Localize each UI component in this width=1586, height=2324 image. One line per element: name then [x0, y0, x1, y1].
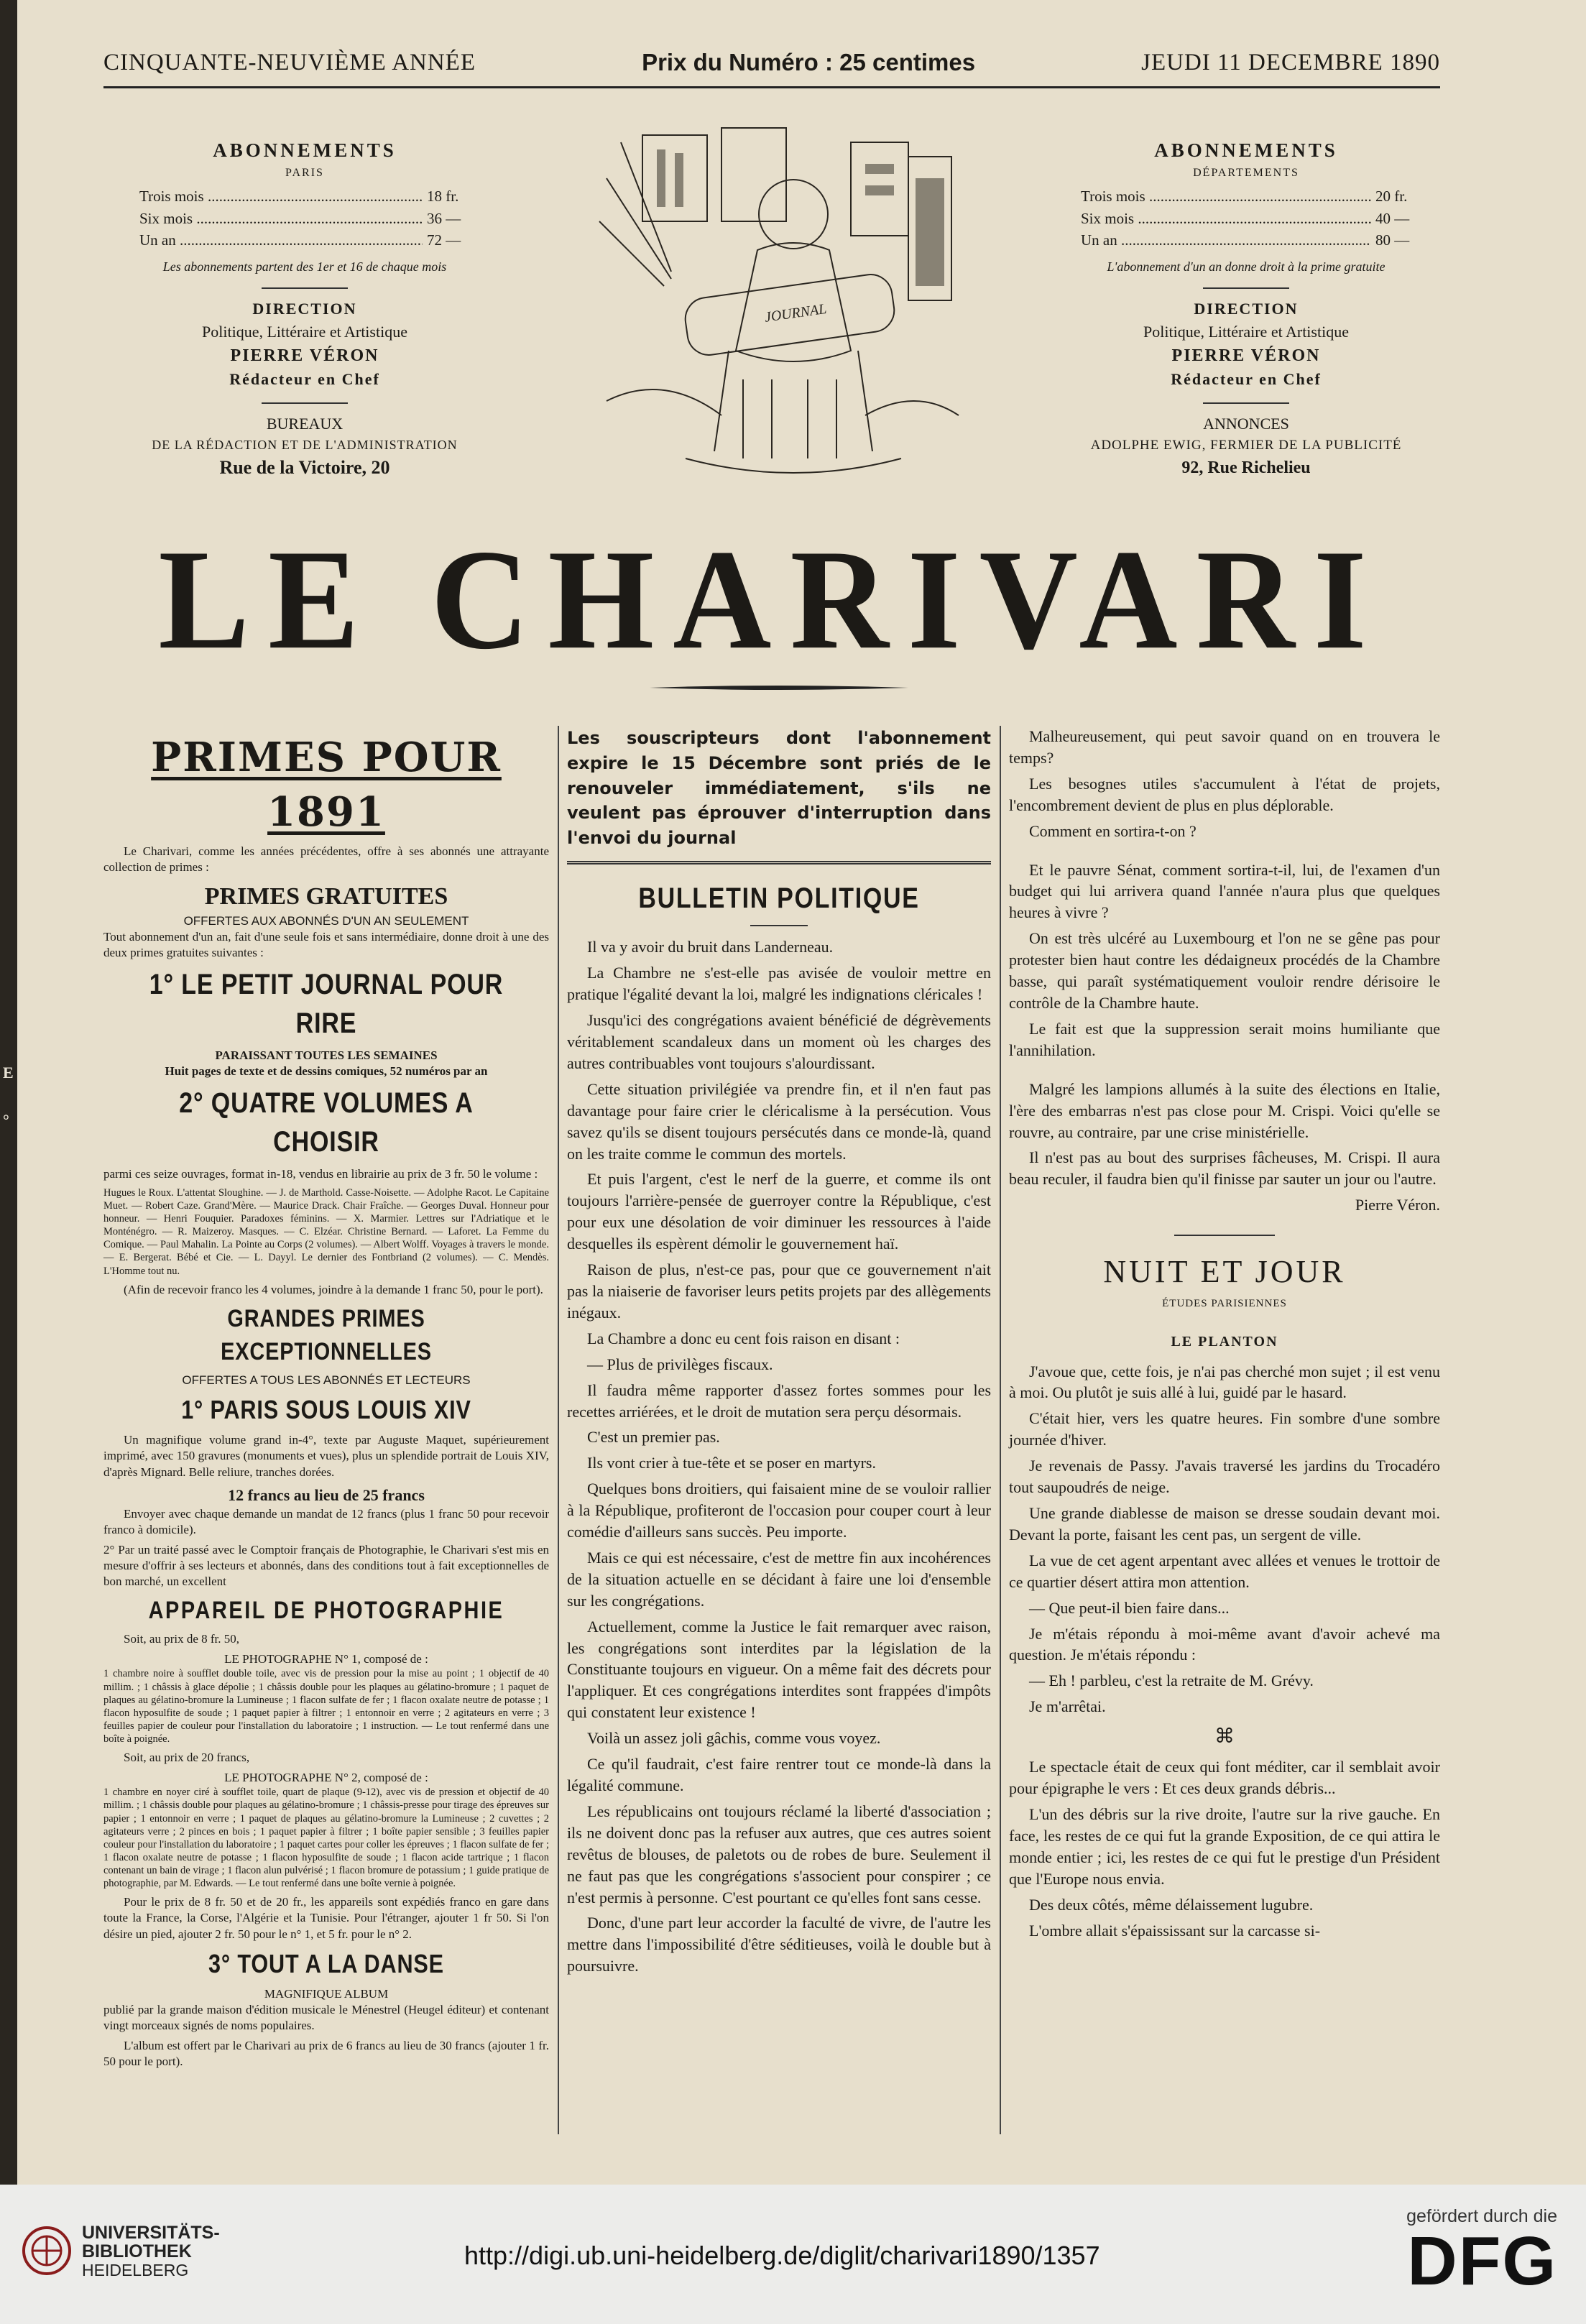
bulletin-paragraph: Raison de plus, n'est-ce pas, pour que ce gouvernement n'ait pas la niaiserie de favoriser leurs petits projets par des allègements inégaux. [567, 1260, 991, 1322]
price-list [1059, 181, 1433, 251]
bulletin-paragraph: Comment en sortira-t-on ? [1029, 821, 1197, 840]
grande-1-title: 1° PARIS SOUS LOUIS XIV [181, 1395, 471, 1425]
grande-2-price-1: Soit, au prix de 8 fr. 50, [124, 1632, 240, 1646]
bulletin-paragraph: On est très ulcéré au Luxembourg et l'on ne se gêne pas pour protester bien haut contre les dédaigneux procédés de la Chambre basse, qui paraît systématiquement vouloir rendre dérisoire le contrôle de la Chambre haute. [1009, 929, 1440, 1012]
prime-2-list: Hugues le Roux. L'attentat Sloughine. — J. de Marthold. Casse-Noisette. — Adolphe Racot. Le Capitaine Muet. — Robert Caze. Grand'Mère. — Maurice Drack. Chair Fraîche. — Georges Duval. Honneur pour honneur. — Henri Fouquier. Paradoxes féminins. — X. Marmier. Lettres sur l'Adriatique et le Monténégro. — R. Maizeroy. Masques. — C. Elzéar. Christine Bernard. — Laforet. La Femme du Comique. — Paul Mahalin. La Pointe au Corps (2 volumes). — Albert Wolff. Voyages à travers le monde. — E. Bergerat. Bébé et Cie. — L. Dayyl. Le dernier des Fontbriand (2 volumes). — C. Mendès. L'Homme tout nu. [103, 1186, 549, 1277]
bulletin-paragraph: Voilà un assez joli gâchis, comme vous voyez. [587, 1729, 881, 1748]
bulletin-paragraph: Il va y avoir du bruit dans Landerneau. [587, 938, 834, 956]
price-row: Un an ..... 80 — [1081, 229, 1426, 251]
price-row: Un an ..... 72 — [139, 229, 477, 251]
header-line [103, 45, 1440, 80]
grandes-sub: OFFERTES A TOUS LES ABONNÉS ET LECTEURS [182, 1373, 471, 1388]
subscription-box-departements [1059, 137, 1433, 480]
prime-2-title: 2° QUATRE VOLUMES A CHOISIR [179, 1087, 474, 1158]
divider [262, 402, 348, 404]
double-rule [567, 861, 991, 864]
bureaux-label: BUREAUX [266, 415, 344, 433]
heading-dash [750, 925, 808, 926]
grandes-title: GRANDES PRIMES EXCEPTIONNELLES [221, 1304, 432, 1366]
subscription-note: L'abonnement d'un an donne droit à la prime gratuite [1107, 259, 1386, 274]
column-primes [103, 726, 549, 2074]
issue-date: JEUDI 11 DECEMBRE 1890 [1141, 49, 1440, 75]
bulletin-paragraph: Ce qu'il faudrait, c'est faire rentrer tout ce monde-là dans la légalité commune. [567, 1755, 991, 1794]
bulletin-paragraph: Mais ce qui est nécessaire, c'est de mettre fin aux incohérences de la situation actuelle en se décidant à faire une loi d'ensemble sur les congrégations. [567, 1548, 991, 1610]
grande-3-title: 3° TOUT A LA DANSE [208, 1948, 444, 1978]
grande-2-list-2: 1 chambre en noyer ciré à soufflet toile, quart de plaque (9-12), avec vis de pression et objectif de 40 millim. ; 1 châssis double pour plaques au gélatino-bromure ; 1 châssis-presse pour tirage des épreuves sur papier ; 1 entonnoir en verre ; 1 paquet de plaques au gélatino-bromure la Lumineuse ; 2 cuvettes ; 2 agitateurs verre ; 2 pinces en bois ; 1 paquet papier à filtrer ; 1 boîte papier sensible ; 3 feuilles papier couleur pour l'installation du laboratoire ; 1 paquet cartes pour coller les épreuves ; 1 flacon sulfate de fer ; 1 flacon oxalate neutre de potasse ; 1 flacon hyposulfite de soude ; 1 flacon acide tartrique ; 1 flacon contenant un bain de virage ; 1 flacon alun pulvérisé ; 1 flacon bromure de potassium ; 1 guide pratique de photographie, par M. Edwards. — Le tout renfermé dans une boîte vernie à poignée. [103, 1786, 549, 1890]
prime-2-text: parmi ces seize ouvrages, format in-18, vendus en librairie au prix de 3 fr. 50 le volume : [103, 1166, 538, 1181]
box-subtitle: PARIS [285, 167, 324, 180]
dfg-logo-text: DFG [1407, 2223, 1557, 2300]
bulletin-paragraph: — Plus de privilèges fiscaux. [587, 1355, 773, 1373]
gratuites-sub: OFFERTES AUX ABONNÉS D'UN AN SEULEMENT [183, 913, 469, 928]
grande-3-text: publié par la grande maison d'édition musicale le Ménestrel (Heugel éditeur) et contenant vingt morceaux signés de noms populaires. [103, 2002, 549, 2032]
bulletin-paragraph: Les républicains ont toujours réclamé la liberté d'association ; ils ne doivent donc pas la refuser aux autres, que ces autres soient revêtus de blouses, de paletots ou de robes de bure. Seulement il ne faut pas que les congrégations s'associent pour conspirer ; ce n'est permis à personne. C'est pourtant ce qu'elles font sans cesse. [567, 1802, 991, 1906]
column-continued [1009, 726, 1440, 1945]
editor-name: PIERRE VÉRON [1171, 346, 1321, 365]
page-content [103, 36, 1440, 2120]
bulletin-paragraph: Et puis l'argent, c'est le nerf de la guerre, et comme ils ont toujours l'arrière-pensée de guerroyer contre la République, c'est pour eux une désolation de voir diminuer les ressources à l'aide desquelles ils espèrent démolir le gouvernement haï. [567, 1170, 991, 1253]
dfg-funding-logo[interactable] [1406, 2206, 1557, 2300]
story-paragraph: La vue de cet agent arpentant avec allées et venues le trottoir de ce quartier désert attira mon attention. [1009, 1551, 1440, 1591]
column-rule [558, 726, 559, 2134]
editor-name: PIERRE VÉRON [230, 346, 379, 365]
story-paragraph: Le spectacle était de ceux qui font méditer, car il semblait avoir pour épigraphe le vers : Et ces deux grands débris... [1009, 1758, 1440, 1798]
title-ornament [650, 685, 908, 691]
column-rule [1000, 726, 1001, 2134]
prime-2-note: (Afin de recevoir franco les 4 volumes, joindre à la demande 1 franc 50, pour le port). [124, 1282, 543, 1296]
banner-text: JOURNAL [763, 300, 828, 326]
grande-3-price: L'album est offert par le Charivari au prix de 6 francs au lieu de 30 francs (ajouter 1 fr. 50 pour le port). [103, 2038, 549, 2068]
planton-heading: LE PLANTON [1171, 1334, 1278, 1350]
bulletin-paragraph: Malheureusement, qui peut savoir quand on en trouvera le temps? [1009, 727, 1440, 767]
prime-1-desc: Huit pages de texte et de dessins comiques, 52 numéros par an [165, 1064, 488, 1078]
story-paragraph: J'avoue que, cette fois, je n'ai pas cherché mon sujet ; il est venu à moi. Ou plutôt je suis allé à lui, guidé par le hasard. [1009, 1362, 1440, 1402]
gratuites-text: Tout abonnement d'un an, fait d'une seule fois et sans intermédiaire, donne droit à une des deux primes gratuites suivantes : [103, 929, 549, 959]
prime-1-sub: PARAISSANT TOUTES LES SEMAINES [215, 1048, 438, 1062]
annonces-desc: ADOLPHE EWIG, FERMIER DE LA PUBLICITÉ [1090, 438, 1402, 453]
story-paragraph: Je m'étais répondu à moi-même avant d'avoir achevé ma question. Je m'étais répondu : [1009, 1624, 1440, 1664]
library-seal-icon [22, 2226, 72, 2276]
direction-label: DIRECTION [252, 299, 357, 318]
grande-2-title: APPAREIL DE PHOTOGRAPHIE [148, 1597, 504, 1624]
grande-2-model-2: LE PHOTOGRAPHE N° 2, composé de : [224, 1771, 428, 1785]
gratuites-title: PRIMES GRATUITES [204, 882, 448, 910]
digitization-footer [0, 2185, 1586, 2324]
price-row: Trois mois ..... 20 fr. [1081, 185, 1426, 207]
divider [262, 287, 348, 289]
bulletin-paragraph: Les besognes utiles s'accumulent à l'état de projets, l'encombrement devient de plus en plus déplorable. [1009, 774, 1440, 814]
section-divider [1174, 1235, 1275, 1236]
story-paragraph: Des deux côtés, même délaissement lugubre. [1029, 1895, 1314, 1914]
bulletin-heading: BULLETIN POLITIQUE [638, 882, 920, 914]
bulletin-paragraph: Jusqu'ici des congrégations avaient bénéficié de dégrèvements véritablement scandaleux dans un moment où les charges des autres contribuables vont toujours s'alourdissant. [567, 1011, 991, 1072]
bulletin-paragraph: Actuellement, comme la Justice le fait remarquer avec raison, les congrégations sont interdites par la législation de la Constituante toujours en vigueur. On a même fait des décrets pour l'appliquer. Et ces congrégations interdites sont frappées d'impôts qui constatent leur existence ! [567, 1617, 991, 1722]
story-paragraph: — Que peut-il bien faire dans... [1029, 1598, 1230, 1617]
bulletin-paragraph: Il faudra même rapporter d'assez fortes sommes pour les recettes arriérées, et le droit de mutation sera perçu désormais. [567, 1380, 991, 1421]
prime-1-title: 1° LE PETIT JOURNAL POUR RIRE [149, 969, 504, 1040]
university-name: UNIVERSITÄTS- BIBLIOTHEK HEIDELBERG [82, 2223, 220, 2279]
edition-year: CINQUANTE-NEUVIÈME ANNÉE [103, 49, 476, 75]
edge-fragments: E ° [3, 1064, 14, 1129]
box-title: ABONNEMENTS [213, 139, 397, 161]
primes-title: PRIMES POUR 1891 [151, 734, 502, 836]
direction-label: DIRECTION [1194, 299, 1299, 318]
direction-desc: Politique, Littéraire et Artistique [1143, 322, 1349, 341]
bulletin-paragraph: Malgré les lampions allumés à la suite des élections en Italie, l'ère des embarras n'est pas close pour M. Crispi. Voici qu'elle se rouvre, au contraire, par une crise ministérielle. [1009, 1079, 1440, 1141]
grande-1-text: Un magnifique volume grand in-4°, texte par Auguste Maquet, supérieurement imprimé, avec 150 gravures (monuments et vues), plus un splendide portrait de Louis XIV, d'après Mignard. Belle reliure, tranches dorées. [103, 1433, 549, 1479]
bulletin-paragraph: Le fait est que la suppression serait moins humiliante que l'annihilation. [1009, 1019, 1440, 1059]
bulletin-paragraph: Il n'est pas au bout des surprises fâcheuses, M. Crispi. Il aura beau reculer, il faudra bien qu'il finisse par sauter un jour ou l'autre. [1009, 1148, 1440, 1189]
university-library-logo[interactable] [22, 2223, 220, 2279]
header-rule [103, 86, 1440, 88]
ornament-glyph: ⌘ [1214, 1725, 1235, 1748]
newspaper-title: LE CHARIVARI [158, 520, 1386, 680]
box-title: ABONNEMENTS [1154, 139, 1338, 161]
story-paragraph: Une grande diablesse de maison se dresse soudain devant moi. Devant la porte, faisant les cent pas, un sergent de ville. [1009, 1503, 1440, 1544]
bulletin-paragraph: Et le pauvre Sénat, comment sortira-t-il, lui, de l'examen d'un budget qui lui arrivera quand l'année n'aura plus que quelques heures à vivre ? [1009, 860, 1440, 922]
grande-3-sub: MAGNIFIQUE ALBUM [264, 1986, 389, 2001]
nuit-et-jour-sub: ÉTUDES PARISIENNES [1162, 1297, 1287, 1309]
divider [1203, 287, 1289, 289]
bulletin-paragraph: La Chambre a donc eu cent fois raison en disant : [587, 1329, 900, 1347]
divider [1203, 402, 1289, 404]
renewal-notice: Les souscripteurs dont l'abonnement expire le 15 Décembre sont priés de le renouveler immédiatement, s'ils ne veulent pas éprouver d'interruption dans l'envoi du journal [567, 728, 991, 849]
bulletin-paragraph: C'est un premier pas. [587, 1428, 720, 1447]
grande-2-list-1: 1 chambre noire à soufflet double toile, avec vis de pression pour la mise au point ; 1 objectif de 40 millim. ; 1 châssis à glace dépolie ; 1 châssis double pour les plaques au gélatino-bromure ; 1 paquet de plaques au gélatino-bromure la Lumineuse ; 1 flacon sulfate de fer ; 1 flacon oxalate neutre de potasse ; 1 flacon hyposulfite de soude ; 1 paquet papier à filtrer ; 1 entonnoir en verre ; 2 agitateurs en verre ; 3 feuilles papier de couleur pour l'installation du laboratoire ; 1 instruction. — Le tout renfermé dans une boîte à poignée. [103, 1668, 549, 1746]
grande-2-text: 2° Par un traité passé avec le Comptoir français de Photographie, le Charivari s'est mis en mesure d'offrir à ses lecteurs et abonnés, dans des conditions tout à fait exceptionnelles de bon marché, un excellent [103, 1542, 549, 1588]
story-paragraph: L'ombre allait s'épaississant sur la carcasse si- [1029, 1921, 1321, 1940]
grande-1-send: Envoyer avec chaque demande un mandat de 12 francs (plus 1 franc 50 pour recevoir franco à domicile). [103, 1506, 549, 1536]
price-row: Six mois ..... 40 — [1081, 208, 1426, 229]
author-signature: Pierre Véron. [1355, 1196, 1440, 1214]
binding-edge [0, 0, 17, 2185]
direction-desc: Politique, Littéraire et Artistique [202, 322, 407, 341]
bureaux-address: Rue de la Victoire, 20 [219, 457, 390, 479]
story-paragraph: Je m'arrêtai. [1029, 1697, 1106, 1716]
funded-by-label: gefördert durch die [1406, 2206, 1557, 2226]
grande-2-model-1: LE PHOTOGRAPHE N° 1, composé de : [224, 1652, 428, 1666]
issue-price: Prix du Numéro : 25 centimes [642, 49, 976, 75]
bulletin-paragraph: La Chambre ne s'est-elle pas avisée de vouloir mettre en pratique l'égalité devant la loi, malgré les indignations cléricales ! [567, 964, 991, 1004]
price-row: Trois mois ..... 18 fr. [139, 185, 477, 207]
masthead-illustration [578, 114, 980, 516]
editor-role: Rédacteur en Chef [229, 370, 380, 389]
story-paragraph: Je revenais de Passy. J'avais traversé les jardins du Trocadéro tout saupoudrés de neige. [1009, 1457, 1440, 1497]
permalink-url[interactable]: http://digi.ub.uni-heidelberg.de/diglit/charivari1890/1357 [464, 2241, 1100, 2270]
bulletin-paragraph: Quelques bons droitiers, qui faisaient mine de se vouloir rallier à la République, profiteront de l'occasion pour couper court à leur comédie d'ailleurs sans succès. Peu importe. [567, 1480, 991, 1541]
subscription-note: Les abonnements partent des 1er et 16 de chaque mois [162, 259, 447, 274]
subscription-box-paris [118, 137, 492, 481]
column-bulletin [567, 726, 991, 1981]
story-paragraph: — Eh ! parbleu, c'est la retraite de M. Grévy. [1029, 1671, 1314, 1690]
bulletin-paragraph: Donc, d'une part leur accorder la faculté de vivre, de l'autre les mettre dans l'impossibilité d'être séditieuses, voilà le double but à poursuivre. [567, 1914, 991, 1975]
editor-role: Rédacteur en Chef [1171, 370, 1322, 389]
annonces-address: 92, Rue Richelieu [1181, 458, 1311, 477]
bulletin-paragraph: Ils vont crier à tue-tête et se poser en martyrs. [587, 1454, 876, 1472]
story-paragraph: C'était hier, vers les quatre heures. Fin sombre d'une sombre journée d'hiver. [1009, 1409, 1440, 1449]
price-list [118, 181, 492, 251]
box-subtitle: DÉPARTEMENTS [1193, 167, 1299, 180]
newspaper-page [17, 0, 1586, 2185]
annonces-label: ANNONCES [1203, 415, 1289, 433]
bulletin-paragraph: Cette situation privilégiée va prendre fin, et il n'en faut pas davantage pour faire crier le cléricalisme à la persécution. Vous savez qu'ils se disent toujours persécutés dans ce monde-là, quand on les traite comme le commun des mortels. [567, 1079, 991, 1163]
bureaux-desc: DE LA RÉDACTION ET DE L'ADMINISTRATION [152, 438, 458, 453]
grande-1-price: 12 francs au lieu de 25 francs [228, 1485, 425, 1504]
primes-intro: Le Charivari, comme les années précédentes, offre à ses abonnés une attrayante collection de primes : [103, 844, 549, 875]
nuit-et-jour-title: NUIT ET JOUR [1103, 1254, 1346, 1290]
grande-2-shipping: Pour le prix de 8 fr. 50 et de 20 fr., les appareils sont expédiés franco en gare dans toute la France, la Corse, l'Algérie et la Tunisie. Pour l'étranger, ajouter 1 fr 50. Si l'on désire un pied, ajouter 2 fr. 50 pour le n° 1, et 5 fr. pour le n° 2. [103, 1895, 549, 1941]
grande-2-price-2: Soit, au prix de 20 francs, [124, 1751, 250, 1765]
story-paragraph: L'un des débris sur la rive droite, l'autre sur la rive gauche. En face, les restes de ce qui fut la grande Exposition, de ce qui attira le monde entier ; ici, les restes de ce qui fut le prestige d'un Président que l'Europe nous envia. [1009, 1805, 1440, 1888]
price-row: Six mois ..... 36 — [139, 208, 477, 229]
